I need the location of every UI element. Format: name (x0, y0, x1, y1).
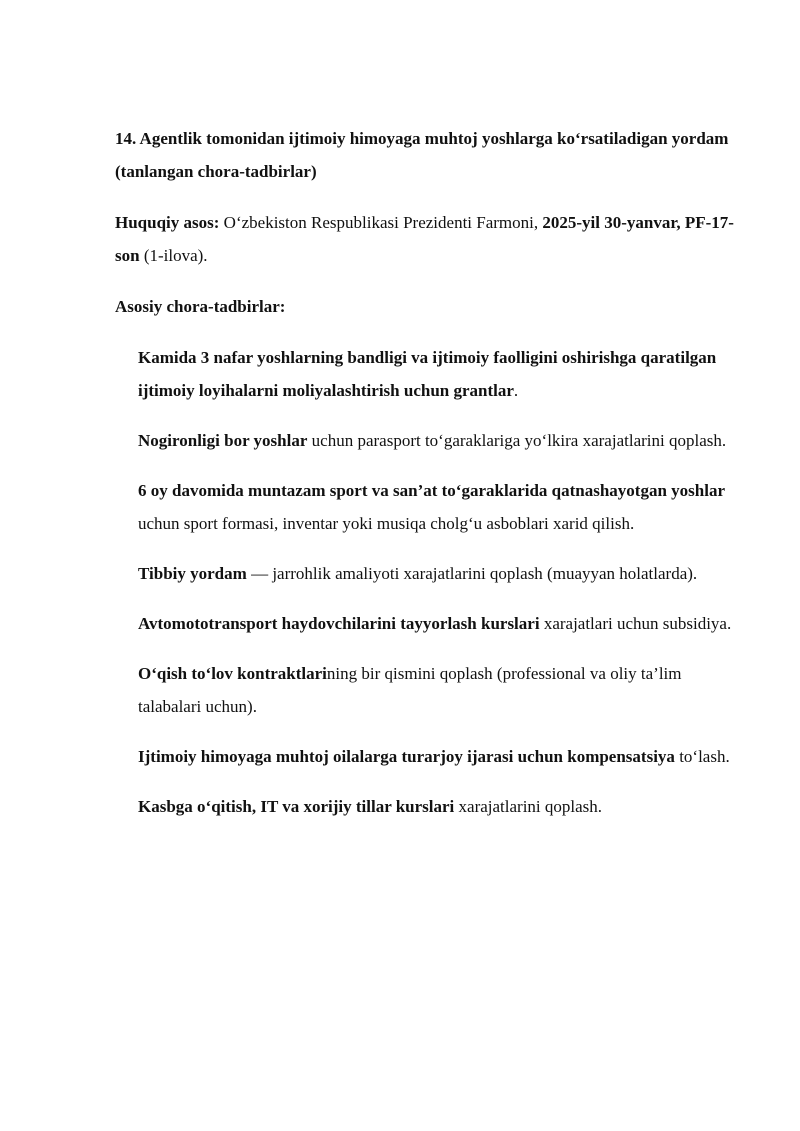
legal-basis-label: Huquqiy asos: (115, 213, 220, 232)
measure-bold-text: Avtomototransport haydovchilarini tayyorlash kurslari (138, 614, 540, 633)
measure-item (138, 341, 755, 407)
measure-bold-text: Tibbiy yordam (138, 564, 247, 583)
measure-text: uchun parasport to‘garaklariga yo‘lkira xarajatlarini qoplash. (307, 431, 727, 450)
legal-basis-paragraph (115, 206, 755, 272)
document-page (115, 122, 755, 840)
measures-list (115, 341, 755, 823)
section-heading: 14. Agentlik tomonidan ijtimoiy himoyaga muhtoj yoshlarga ko‘rsatiladigan yordam (tanlangan chora-tadbirlar) (115, 129, 729, 181)
measure-text: — jarrohlik amaliyoti xarajatlarini qoplash (muayyan holatlarda). (246, 564, 698, 583)
measure-bold-text: Nogironligi bor yoshlar (138, 431, 308, 450)
measure-text: . (513, 381, 519, 400)
measure-bold-text: 6 oy davomida muntazam sport va san’at to‘garaklarida qatnashayotgan yoshlar (138, 481, 726, 500)
measure-bold-text: Kasbga o‘qitish, IT va xorijiy tillar kurslari (138, 797, 455, 816)
measure-item (138, 740, 755, 773)
measure-text: xarajatlarini qoplash. (454, 797, 603, 816)
measure-item (138, 424, 755, 457)
measure-bold-text: Ijtimoiy himoyaga muhtoj oilalarga turarjoy ijarasi uchun kompensatsiya (138, 747, 675, 766)
legal-basis-annex: (1-ilova). (139, 246, 208, 265)
measures-label: Asosiy chora-tadbirlar: (115, 297, 286, 316)
measure-text: ning bir qismini qoplash (professional va oliy ta’lim talabalari uchun). (138, 664, 682, 716)
measure-bold-text: Kamida 3 nafar yoshlarning bandligi va ijtimoiy faolligini oshirishga qaratilgan ijtimoiy loyihalarni moliyalashtirish uchun grantlar (138, 348, 717, 400)
measure-item (138, 607, 755, 640)
measure-item (138, 790, 755, 823)
measure-item (138, 474, 755, 540)
measure-item (138, 657, 755, 723)
measure-text: xarajatlari uchun subsidiya. (539, 614, 732, 633)
measure-bold-text: O‘qish to‘lov kontraktlari (138, 664, 327, 683)
measure-item (138, 557, 755, 590)
measure-text: to‘lash. (674, 747, 730, 766)
measure-text: uchun sport formasi, inventar yoki musiqa cholg‘u asboblari xarid qilish. (138, 514, 635, 533)
legal-basis-decree-date: 2025-yil 30-yanvar, PF-17-son (115, 213, 734, 265)
legal-basis-text: O‘zbekiston Respublikasi Prezidenti Farmoni, (219, 213, 543, 232)
